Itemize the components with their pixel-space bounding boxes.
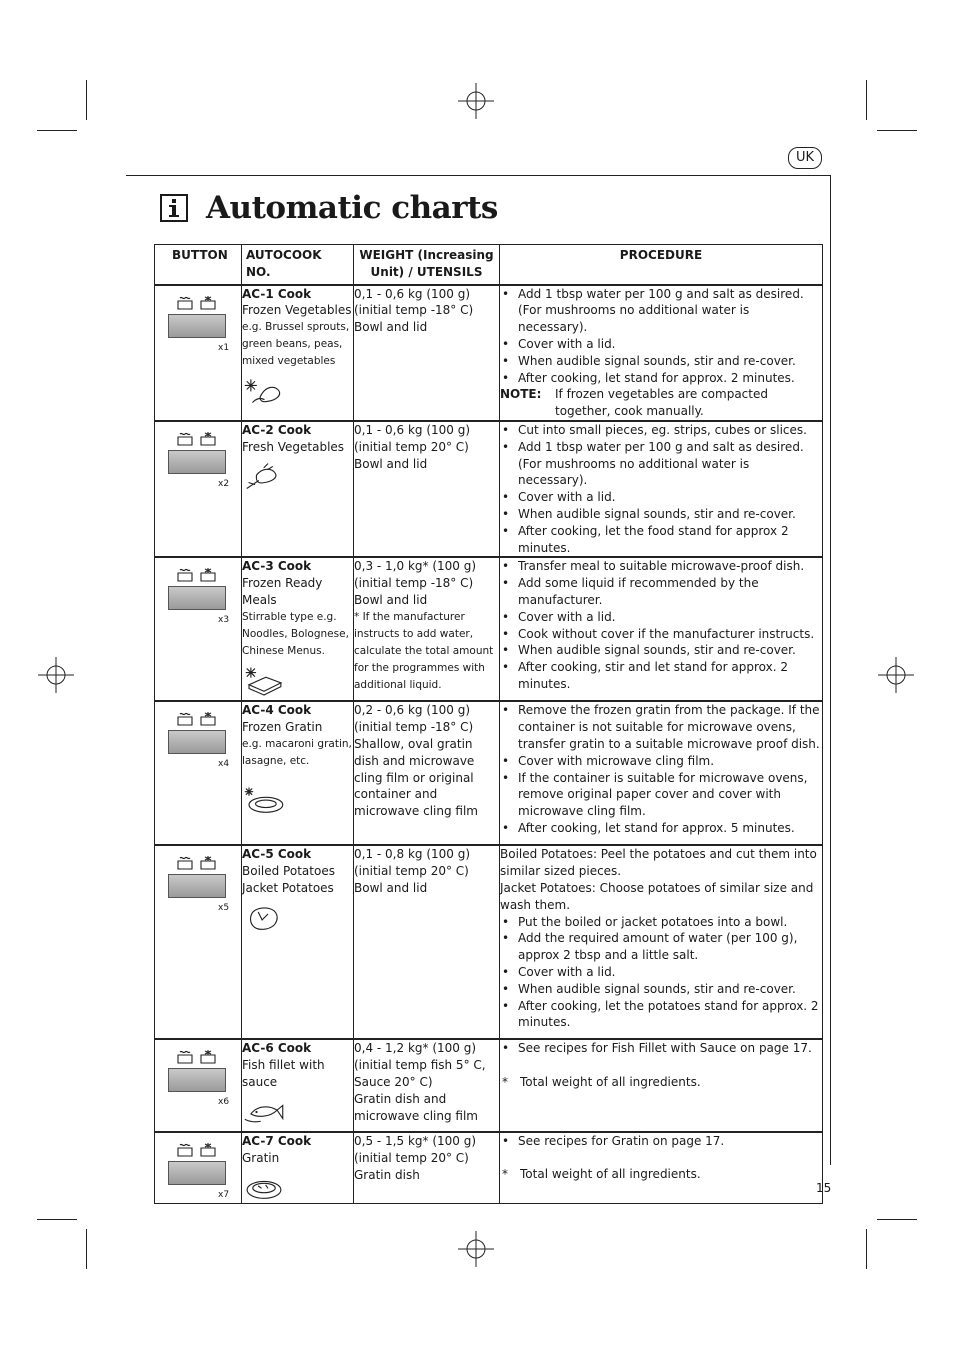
procedure-cell <box>500 845 823 1039</box>
procedure-step: • Transfer meal to suitable microwave-proof dish. <box>500 558 822 575</box>
automatic-charts-table <box>154 244 823 1204</box>
procedure-step: • Cover with a lid. <box>500 964 822 981</box>
weight-line: Bowl and lid <box>354 592 428 607</box>
gratin-dish-icon <box>242 1173 286 1203</box>
button-cell <box>155 701 242 845</box>
press-count: x1 <box>218 342 230 353</box>
table-row <box>155 1039 823 1132</box>
weight-line: (initial temp -18° C) <box>354 576 474 591</box>
page-number: 15 <box>816 1181 832 1195</box>
procedure-step: • Put the boiled or jacket potatoes into a bowl. <box>500 914 822 931</box>
crop-mark <box>37 1219 77 1220</box>
procedure-step: • After cooking, let stand for approx. 5 minutes. <box>500 820 822 837</box>
weight-line: 0,3 - 1,0 kg* (100 g) <box>354 559 477 574</box>
procedure-step: • Cover with a lid. <box>500 336 822 353</box>
procedure-cell <box>500 1039 823 1132</box>
registration-mark-icon <box>38 657 74 693</box>
procedure-step: • Add the required amount of water (per 100 g), approx 2 tbsp and a little salt. <box>500 930 822 964</box>
frozen-vegetables-icon <box>242 376 286 406</box>
table-row <box>155 557 823 701</box>
procedure-step: • If the container is suitable for microwave ovens, remove original paper cover and cover with microwave cling film. <box>500 770 822 820</box>
auto-cook-defrost-icons <box>176 431 218 447</box>
note-label: NOTE: <box>500 387 542 402</box>
table-row <box>155 701 823 845</box>
column-header-weight: WEIGHT (Increasing Unit) / UTENSILS <box>354 245 500 285</box>
procedure-step: • When audible signal sounds, stir and re-cover. <box>500 981 822 998</box>
weight-line: (initial temp 20° C) <box>354 864 469 879</box>
press-count: x6 <box>218 1097 230 1108</box>
autocook-number: AC-1 Cook <box>242 286 312 301</box>
procedure-list <box>500 286 822 387</box>
autocook-cell <box>242 845 354 1039</box>
fresh-vegetables-icon <box>242 462 286 492</box>
autocook-cell <box>242 1039 354 1132</box>
procedure-cell <box>500 421 823 557</box>
auto-cook-defrost-icons <box>176 1049 218 1065</box>
procedure-list <box>500 914 822 1032</box>
food-examples: e.g. macaroni gratin, lasagne, etc. <box>242 737 352 767</box>
food-examples: Stirrable type e.g. Noodles, Bolognese, Chinese Menus. <box>242 610 349 657</box>
frozen-gratin-icon <box>242 786 286 816</box>
weight-line: (initial temp -18° C) <box>354 303 474 318</box>
page-title: Automatic charts <box>206 190 498 226</box>
procedure-step: • Cook without cover if the manufacturer instructs. <box>500 626 822 643</box>
food-name: Fresh Vegetables <box>242 439 345 454</box>
registration-mark-icon <box>878 657 914 693</box>
footnote-mark: * <box>502 1167 508 1182</box>
fish-icon <box>242 1097 286 1127</box>
procedure-intro: Boiled Potatoes: Peel the potatoes and cut them into similar sized pieces. <box>500 847 817 879</box>
footnote-text: Total weight of all ingredients. <box>520 1167 701 1182</box>
footnote-mark: * <box>502 1075 508 1090</box>
weight-footnote: * If the manufacturer instructs to add water, calculate the total amount for the programmes with additional liquid. <box>354 610 494 691</box>
procedure-cell <box>500 557 823 701</box>
weight-line: Gratin dish and microwave cling film <box>354 1091 478 1123</box>
procedure-step: • After cooking, let the potatoes stand for approx. 2 minutes. <box>500 998 822 1032</box>
autocook-number: AC-5 Cook <box>242 847 312 862</box>
crop-mark <box>86 80 87 120</box>
autocook-number: AC-2 Cook <box>242 422 312 437</box>
food-name: Jacket Potatoes <box>242 880 334 895</box>
table-row <box>155 285 823 421</box>
margin-rule <box>830 175 831 1165</box>
procedure-step: • Cut into small pieces, eg. strips, cubes or slices. <box>500 422 822 439</box>
table-row <box>155 1132 823 1203</box>
procedure-step: • After cooking, let the food stand for approx 2 minutes. <box>500 523 822 557</box>
weight-line: (initial temp 20° C) <box>354 1151 469 1166</box>
autocook-number: AC-4 Cook <box>242 703 312 718</box>
procedure-step: • When audible signal sounds, stir and re-cover. <box>500 353 822 370</box>
press-count: x2 <box>218 478 230 489</box>
procedure-step: • When audible signal sounds, stir and re-cover. <box>500 506 822 523</box>
registration-mark-icon <box>458 83 494 119</box>
weight-line: 0,5 - 1,5 kg* (100 g) <box>354 1134 477 1149</box>
column-header-button: BUTTON <box>155 245 242 285</box>
procedure-step: • Cover with a lid. <box>500 609 822 626</box>
frozen-ready-meal-icon <box>242 666 286 696</box>
weight-line: 0,1 - 0,6 kg (100 g) <box>354 286 471 301</box>
autocook-number: AC-3 Cook <box>242 559 312 574</box>
crop-mark <box>877 130 917 131</box>
potato-icon <box>242 903 286 933</box>
crop-mark <box>866 1229 867 1269</box>
button-cell <box>155 1039 242 1132</box>
button-cell <box>155 557 242 701</box>
column-header-procedure: PROCEDURE <box>500 245 823 285</box>
weight-line: Shallow, oval gratin dish and microwave cling film or original container and microwave cling film <box>354 736 478 819</box>
procedure-step: • After cooking, stir and let stand for approx. 2 minutes. <box>500 659 822 693</box>
procedure-list <box>500 1133 822 1150</box>
procedure-step: • Add some liquid if recommended by the manufacturer. <box>500 575 822 609</box>
auto-cook-defrost-icons <box>176 295 218 311</box>
autocook-button[interactable] <box>168 1068 226 1092</box>
button-cell <box>155 845 242 1039</box>
weight-cell <box>354 845 500 1039</box>
autocook-button[interactable] <box>168 586 226 610</box>
weight-line: 0,4 - 1,2 kg* (100 g) <box>354 1041 477 1056</box>
weight-cell <box>354 285 500 421</box>
procedure-step: • After cooking, let stand for approx. 2 minutes. <box>500 370 822 387</box>
press-count: x5 <box>218 903 230 914</box>
info-i-icon <box>160 194 188 222</box>
language-badge: UK <box>788 147 822 169</box>
weight-line: (initial temp 20° C) <box>354 439 469 454</box>
procedure-list <box>500 422 822 556</box>
autocook-button[interactable] <box>168 450 226 474</box>
autocook-cell <box>242 1132 354 1203</box>
crop-mark <box>866 80 867 120</box>
page-header <box>160 186 498 230</box>
autocook-button[interactable] <box>168 874 226 898</box>
weight-cell <box>354 1039 500 1132</box>
autocook-number: AC-7 Cook <box>242 1134 312 1149</box>
crop-mark <box>37 130 77 131</box>
procedure-footnote <box>500 1166 822 1183</box>
press-count: x7 <box>218 1190 230 1201</box>
weight-line: Bowl and lid <box>354 880 428 895</box>
procedure-step: • Remove the frozen gratin from the package. If the container is not suitable for microwave ovens, transfer gratin to a suitable microwave proof dish. <box>500 702 822 752</box>
procedure-step: • See recipes for Fish Fillet with Sauce on page 17. <box>500 1040 822 1057</box>
procedure-list <box>500 1040 822 1057</box>
weight-line: Bowl and lid <box>354 320 428 335</box>
autocook-cell <box>242 557 354 701</box>
table-row <box>155 845 823 1039</box>
procedure-cell <box>500 701 823 845</box>
procedure-intro: Jacket Potatoes: Choose potatoes of similar size and wash them. <box>500 880 814 912</box>
button-cell <box>155 421 242 557</box>
column-header-autocook: AUTOCOOK NO. <box>242 245 354 285</box>
weight-line: 0,1 - 0,8 kg (100 g) <box>354 847 471 862</box>
header-rule <box>126 175 831 176</box>
procedure-step: • Add 1 tbsp water per 100 g and salt as desired. (For mushrooms no additional water is necessary). <box>500 439 822 489</box>
weight-line: Gratin dish <box>354 1167 420 1182</box>
autocook-cell <box>242 421 354 557</box>
press-count: x3 <box>218 615 230 626</box>
weight-cell <box>354 701 500 845</box>
procedure-cell <box>500 285 823 421</box>
weight-line: 0,2 - 0,6 kg (100 g) <box>354 703 471 718</box>
autocook-button[interactable] <box>168 1161 226 1185</box>
crop-mark <box>86 1229 87 1269</box>
food-name: Frozen Vegetables <box>242 303 352 318</box>
crop-mark <box>877 1219 917 1220</box>
table-row <box>155 421 823 557</box>
procedure-list <box>500 702 822 836</box>
procedure-footnote <box>500 1074 822 1091</box>
autocook-button[interactable] <box>168 314 226 338</box>
weight-cell <box>354 557 500 701</box>
procedure-cell <box>500 1132 823 1203</box>
weight-line: (initial temp fish 5° C, Sauce 20° C) <box>354 1058 486 1089</box>
procedure-step: • Cover with a lid. <box>500 489 822 506</box>
press-count: x4 <box>218 759 230 770</box>
weight-line: (initial temp -18° C) <box>354 720 474 735</box>
auto-cook-defrost-icons <box>176 711 218 727</box>
food-name: Fish fillet with sauce <box>242 1058 325 1089</box>
weight-cell <box>354 1132 500 1203</box>
footnote-text: Total weight of all ingredients. <box>520 1075 701 1090</box>
autocook-cell <box>242 701 354 845</box>
autocook-button[interactable] <box>168 730 226 754</box>
auto-cook-defrost-icons <box>176 1142 218 1158</box>
food-name: Gratin <box>242 1151 280 1166</box>
registration-mark-icon <box>458 1231 494 1267</box>
procedure-step: • See recipes for Gratin on page 17. <box>500 1133 822 1150</box>
food-name: Boiled Potatoes <box>242 864 335 879</box>
button-cell <box>155 285 242 421</box>
procedure-list <box>500 558 822 692</box>
procedure-step: • Add 1 tbsp water per 100 g and salt as desired. (For mushrooms no additional water is necessary). <box>500 286 822 336</box>
autocook-number: AC-6 Cook <box>242 1041 312 1056</box>
auto-cook-defrost-icons <box>176 567 218 583</box>
weight-line: 0,1 - 0,6 kg (100 g) <box>354 422 471 437</box>
procedure-step: • When audible signal sounds, stir and re-cover. <box>500 642 822 659</box>
button-cell <box>155 1132 242 1203</box>
food-examples: e.g. Brussel sprouts, green beans, peas, mixed vegetables <box>242 321 350 368</box>
table-header-row <box>155 245 823 285</box>
food-name: Frozen Ready Meals <box>242 576 323 607</box>
weight-cell <box>354 421 500 557</box>
procedure-step: • Cover with microwave cling film. <box>500 753 822 770</box>
auto-cook-defrost-icons <box>176 855 218 871</box>
note-text: If frozen vegetables are compacted together, cook manually. <box>555 387 768 419</box>
autocook-cell <box>242 285 354 421</box>
food-name: Frozen Gratin <box>242 720 323 735</box>
procedure-note <box>500 386 822 420</box>
weight-line: Bowl and lid <box>354 456 428 471</box>
